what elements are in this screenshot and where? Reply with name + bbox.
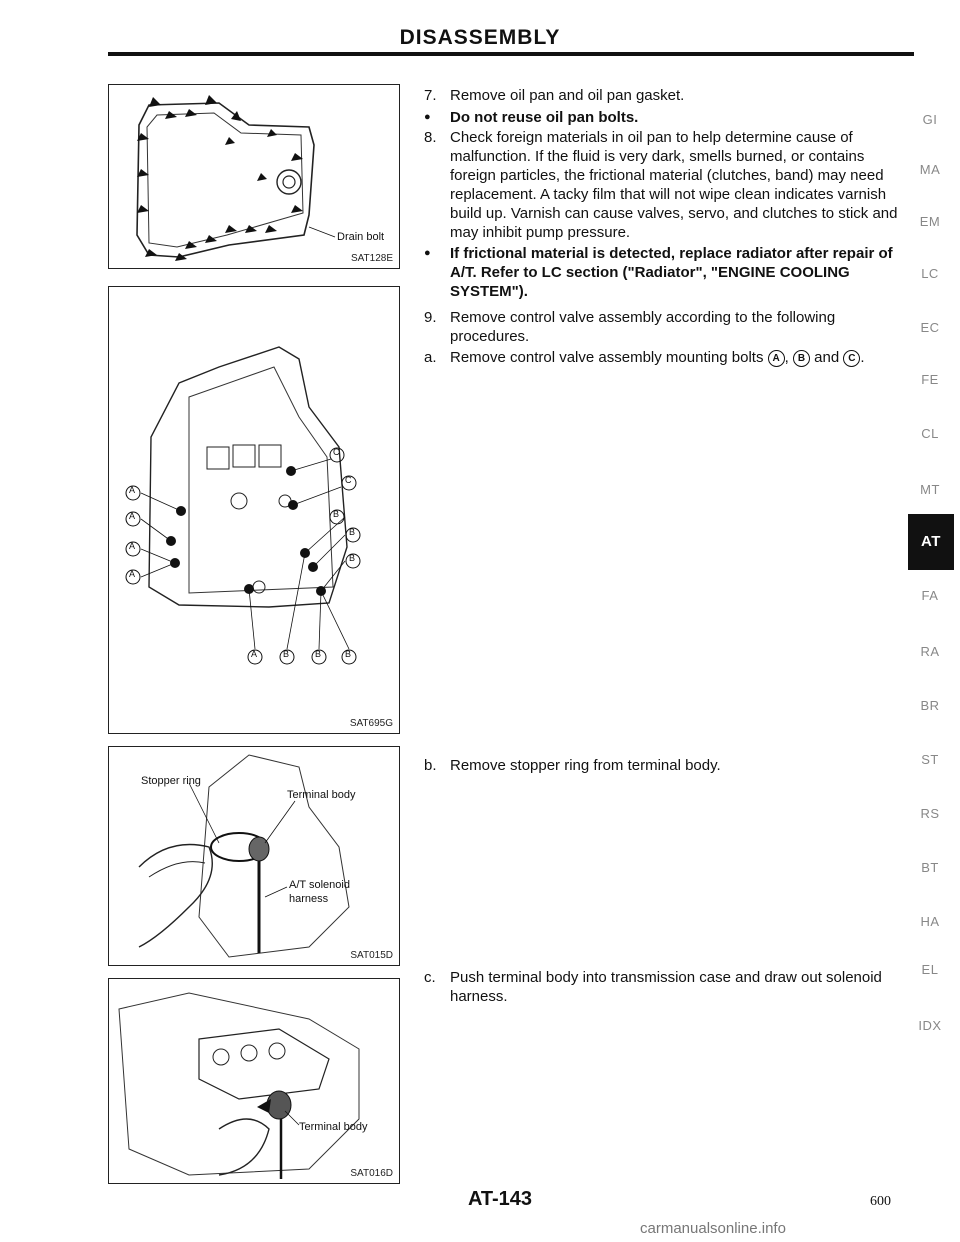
section-tab-idx[interactable]: IDX xyxy=(918,1018,942,1033)
callout-bolt-b: B xyxy=(333,509,340,519)
watermark: carmanualsonline.info xyxy=(640,1220,786,1237)
section-tab-bt[interactable]: BT xyxy=(921,860,939,875)
title-rule xyxy=(108,52,914,56)
section-tab-ra[interactable]: RA xyxy=(920,644,940,659)
page-label: AT-143 xyxy=(467,1188,533,1210)
callout-drain-bolt: Drain bolt xyxy=(337,231,385,243)
callout-terminal-body: Terminal body xyxy=(299,1121,368,1133)
section-tab-rs[interactable]: RS xyxy=(920,806,940,821)
figure-terminal-body xyxy=(108,978,400,1184)
page-number: 600 xyxy=(870,1194,891,1209)
bullet: ● xyxy=(424,111,431,123)
control-valve-drawing xyxy=(109,287,399,733)
section-tab-ec[interactable]: EC xyxy=(920,320,940,335)
callout-bolt-a: A xyxy=(129,569,136,579)
callout-bolt-b: B xyxy=(349,527,356,537)
step-text xyxy=(450,348,912,367)
section-tab-mt[interactable]: MT xyxy=(920,482,940,497)
and-word: and xyxy=(814,349,840,366)
section-tab-gi[interactable]: GI xyxy=(922,112,938,127)
section-tab-st[interactable]: ST xyxy=(921,752,939,767)
terminal-period: . xyxy=(860,349,865,366)
callout-bolt-b: B xyxy=(349,553,356,563)
callout-bolt-b: B xyxy=(283,649,290,659)
step-text: Push terminal body into transmission case and draw out solenoid harness. xyxy=(450,969,882,1005)
section-tab-br[interactable]: BR xyxy=(920,698,940,713)
callout-bolt-a: A xyxy=(129,511,136,521)
callout-terminal-body: Terminal body xyxy=(287,789,356,801)
callout-bolt-a: A xyxy=(251,649,258,659)
callout-bolt-c: C xyxy=(345,475,352,485)
figure-code: SAT016D xyxy=(350,1168,393,1179)
callout-at-solenoid: A/T solenoid xyxy=(289,879,350,891)
step-number: c. xyxy=(424,969,436,986)
figure-control-valve xyxy=(108,286,400,734)
step-number: 9. xyxy=(424,309,437,326)
section-tab-fe[interactable]: FE xyxy=(921,372,939,387)
section-tab-fa[interactable]: FA xyxy=(921,588,939,603)
section-tab-em[interactable]: EM xyxy=(919,214,941,229)
callout-bolt-b: B xyxy=(315,649,322,659)
step-number: 7. xyxy=(424,87,437,104)
step-text: Remove oil pan and oil pan gasket. xyxy=(450,87,685,104)
figure-code: SAT128E xyxy=(350,253,393,264)
callout-bolt-a: A xyxy=(129,541,136,551)
callout-stopper-ring: Stopper ring xyxy=(141,775,201,787)
figure-stopper-ring xyxy=(108,746,400,966)
callout-harness: harness xyxy=(289,893,329,905)
figure-oil-pan xyxy=(108,84,400,269)
step-a-text: Remove control valve assembly mounting bolts xyxy=(450,349,764,366)
figure-code: SAT695G xyxy=(349,718,393,729)
step-number: 8. xyxy=(424,129,437,146)
note-text: Do not reuse oil pan bolts. xyxy=(450,109,639,126)
callout-bolt-a: A xyxy=(129,485,136,495)
step-number: b. xyxy=(424,757,437,774)
section-tab-ha[interactable]: HA xyxy=(920,914,940,929)
terminal-body-drawing xyxy=(109,979,399,1183)
bolt-a-symbol: A xyxy=(768,350,785,367)
section-tab-at[interactable]: AT xyxy=(908,514,954,570)
step-text: Check foreign materials in oil pan to help determine cause of malfunction. If the fluid is very dark, smells burned, or contains foreign particles, the frictional material (clutches, band) may need replacement. A tacky film that will not wipe clean indicates varnish build up. Varnish can cause valves, servo, and clutches to stick and may inhibit pump pressure. xyxy=(450,129,898,241)
bolt-b-symbol: B xyxy=(793,350,810,367)
bolt-c-symbol: C xyxy=(843,350,860,367)
figure-code: SAT015D xyxy=(350,950,393,961)
section-tab-ma[interactable]: MA xyxy=(919,162,941,177)
callout-bolt-c: C xyxy=(333,447,340,457)
step-text: Remove control valve assembly according to the following procedures. xyxy=(450,309,836,345)
page-title: DISASSEMBLY xyxy=(399,26,561,49)
section-tab-cl[interactable]: CL xyxy=(921,426,939,441)
separator: , xyxy=(784,349,789,366)
section-tab-el[interactable]: EL xyxy=(921,962,939,977)
note-text: If frictional material is detected, replace radiator after repair of A/T. Refer to LC section ("Radiator", "ENGINE COOLING SYSTEM"). xyxy=(450,245,893,300)
step-text: Remove stopper ring from terminal body. xyxy=(450,757,721,774)
bullet: ● xyxy=(424,247,431,259)
step-number: a. xyxy=(424,349,437,366)
section-tab-lc[interactable]: LC xyxy=(921,266,939,281)
callout-bolt-b: B xyxy=(345,649,352,659)
